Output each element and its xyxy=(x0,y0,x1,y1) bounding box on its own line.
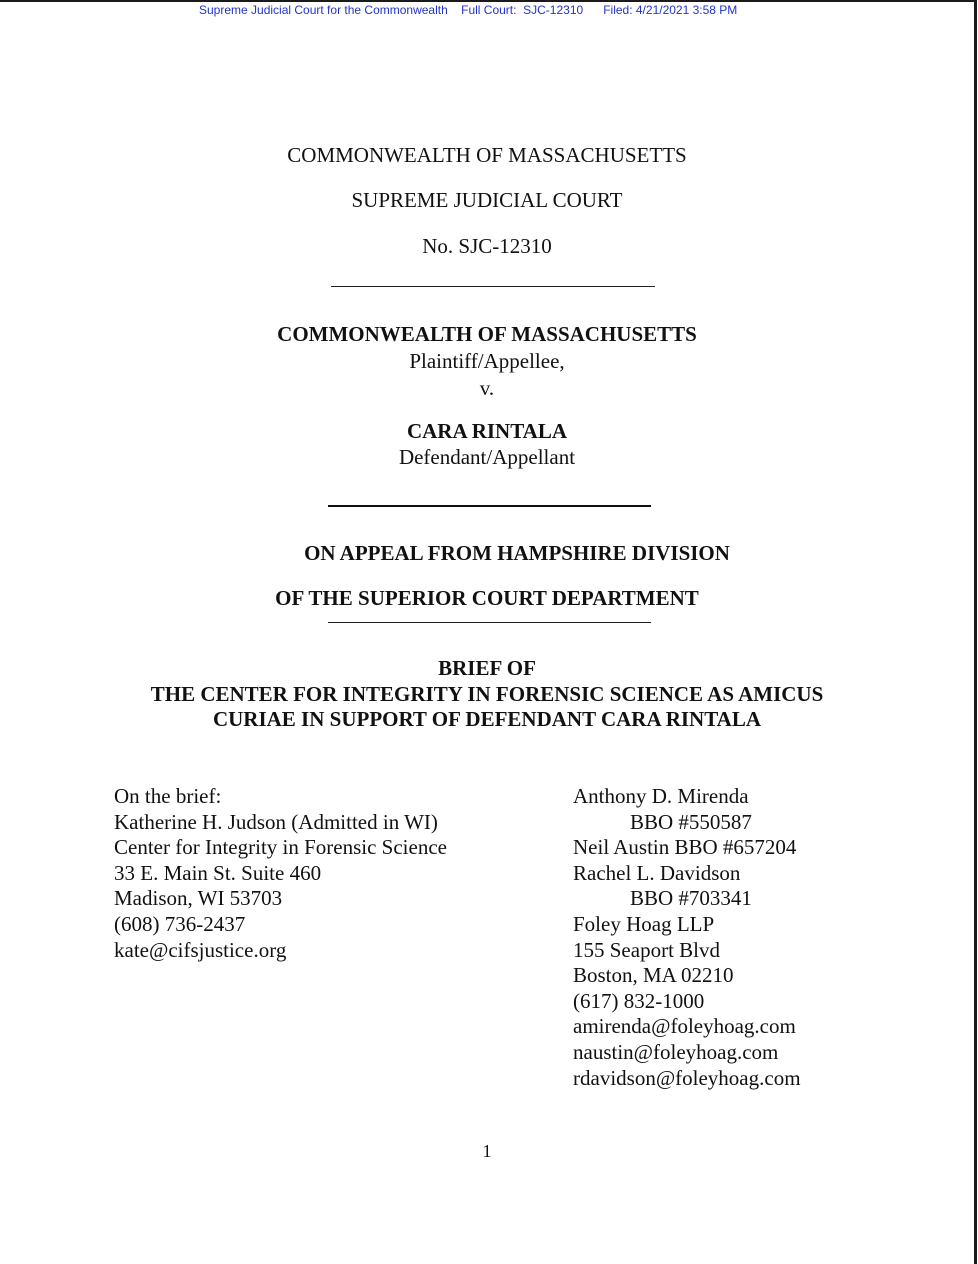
caption-divider xyxy=(331,286,655,287)
right-firm: Foley Hoag LLP xyxy=(573,911,715,936)
stamp-court: Supreme Judicial Court for the Commonwealth xyxy=(199,3,448,17)
page-number: 1 xyxy=(482,1141,492,1161)
brief-title-line3: CURIAE IN SUPPORT OF DEFENDANT CARA RINTALA xyxy=(212,707,762,731)
caption-court: SUPREME JUDICIAL COURT xyxy=(351,188,623,212)
versus: v. xyxy=(479,376,495,400)
right-email1: amirenda@foleyhoag.com xyxy=(573,1014,796,1039)
left-heading: On the brief: xyxy=(114,784,222,808)
caption-docket: No. SJC-12310 xyxy=(422,234,552,258)
left-name: Katherine H. Judson (Admitted in WI) xyxy=(114,809,438,834)
right-email2: naustin@foleyhoag.com xyxy=(573,1039,779,1064)
appeal-divider xyxy=(328,622,651,623)
right-name1: Anthony D. Mirenda xyxy=(573,784,749,808)
left-city: Madison, WI 53703 xyxy=(114,886,283,911)
right-bbo1: BBO #550587 xyxy=(630,809,752,834)
parties-divider xyxy=(328,505,651,507)
appeal-line2: OF THE SUPERIOR COURT DEPARTMENT xyxy=(275,586,699,610)
right-street: 155 Seaport Blvd xyxy=(573,937,720,962)
right-bbo3: BBO #703341 xyxy=(630,886,752,911)
left-phone: (608) 736-2437 xyxy=(114,911,246,936)
appeal-line1: ON APPEAL FROM HAMPSHIRE DIVISION xyxy=(304,541,730,565)
stamp-filed: Filed: 4/21/2021 3:58 PM xyxy=(603,3,738,17)
defendant-name: CARA RINTALA xyxy=(406,419,568,443)
right-counsel-block xyxy=(573,784,801,1091)
plaintiff-role: Plaintiff/Appellee, xyxy=(409,349,565,373)
left-email: kate@cifsjustice.org xyxy=(114,937,287,962)
brief-title-line1: BRIEF OF xyxy=(438,656,536,680)
defendant-role: Defendant/Appellant xyxy=(398,445,576,469)
left-counsel-block xyxy=(114,784,447,963)
caption-state: COMMONWEALTH OF MASSACHUSETTS xyxy=(287,143,687,167)
right-email3: rdavidson@foleyhoag.com xyxy=(573,1065,801,1090)
right-name3: Rachel L. Davidson xyxy=(573,860,741,885)
filing-stamp xyxy=(199,3,737,17)
left-org: Center for Integrity in Forensic Science xyxy=(114,835,447,860)
brief-title-line2: THE CENTER FOR INTEGRITY IN FORENSIC SCIENCE AS AMICUS xyxy=(150,682,824,706)
stamp-case: Full Court: SJC-12310 xyxy=(461,3,584,17)
right-city: Boston, MA 02210 xyxy=(573,963,734,988)
plaintiff-name: COMMONWEALTH OF MASSACHUSETTS xyxy=(277,322,697,346)
right-name2: Neil Austin BBO #657204 xyxy=(573,835,797,860)
right-phone: (617) 832-1000 xyxy=(573,988,705,1013)
left-street: 33 E. Main St. Suite 460 xyxy=(114,860,322,885)
